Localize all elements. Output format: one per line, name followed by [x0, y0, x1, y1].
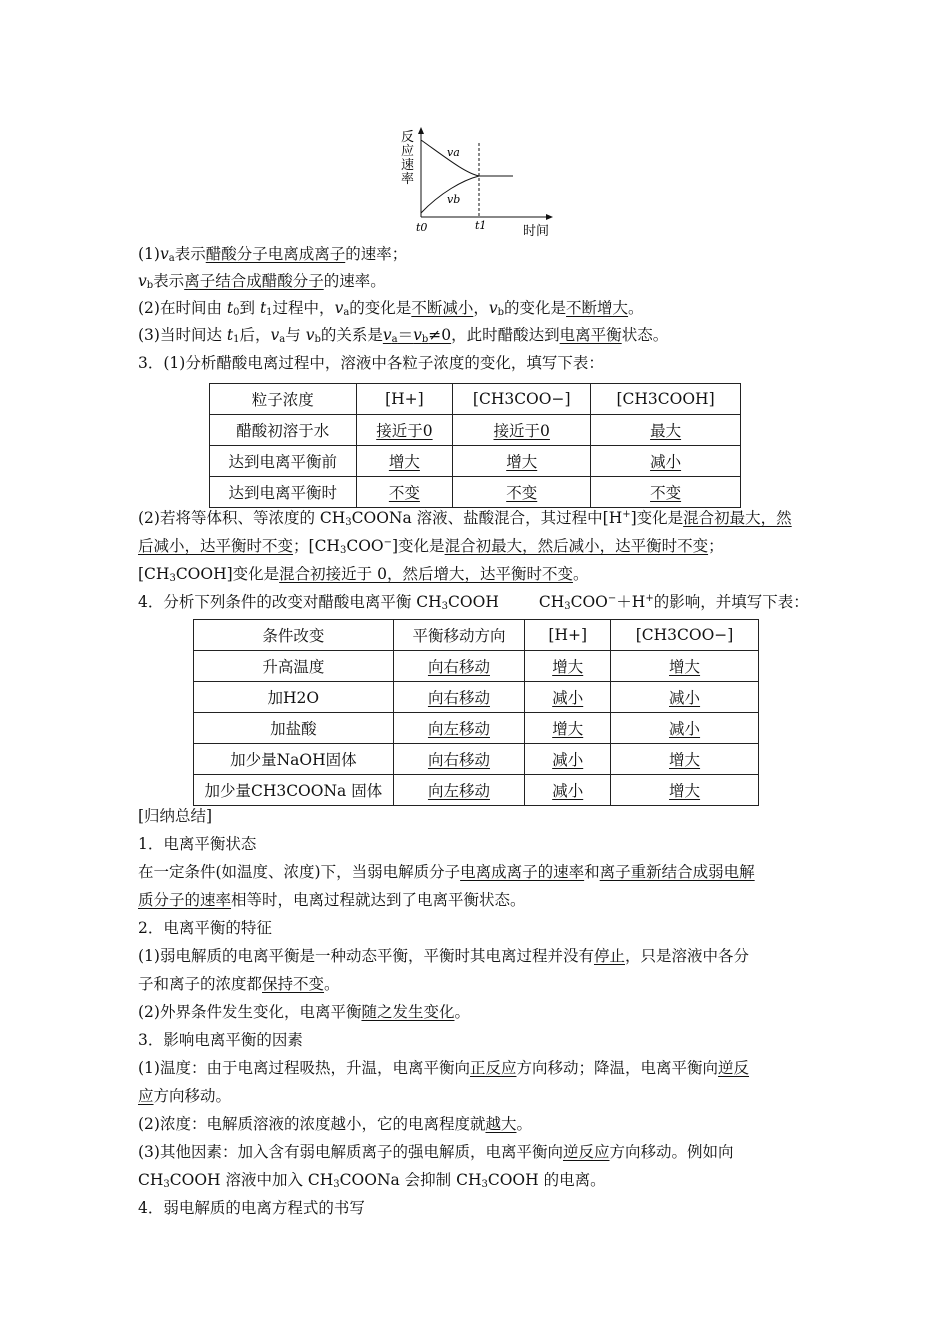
cell	[453, 477, 591, 508]
s1-line-1	[138, 861, 755, 883]
text: 方向移动；降温，电离平衡向	[516, 1059, 718, 1077]
q3-p2-line-3	[138, 563, 588, 585]
symbol: v	[382, 326, 392, 344]
s1-line-2	[138, 889, 526, 911]
cell	[393, 651, 525, 682]
text: ，此时醋酸达到	[451, 326, 560, 344]
cell-answer: 减小	[650, 453, 682, 471]
text: ]变化是	[392, 537, 445, 555]
cell-answer: 不变	[650, 484, 682, 502]
s3-line-2	[138, 1085, 231, 1107]
text: 表示	[174, 245, 206, 263]
s2-line-2	[138, 973, 340, 995]
row-label: 加H2O	[194, 682, 394, 713]
cell-answer: 向右移动	[427, 658, 490, 676]
cell	[356, 477, 453, 508]
cell-answer: 向右移动	[427, 689, 490, 707]
text: COOH 溶液中加入 CH	[169, 1171, 334, 1189]
header-cell: [CH3COO−]	[611, 620, 759, 651]
text: 状态。	[621, 326, 669, 344]
cell	[591, 415, 741, 446]
subscript: 3	[163, 1179, 170, 1190]
text: (1)	[138, 245, 160, 263]
row-label: 加少量CH3COONa 固体	[194, 775, 394, 806]
header-cell: 粒子浓度	[210, 384, 357, 415]
t1-label: t1	[475, 219, 487, 232]
answer: 混合初最大，然后减小，达平衡时不变	[444, 537, 709, 555]
answer: 后减小，达平衡时不变	[138, 537, 294, 555]
text: 的速率。	[323, 272, 386, 290]
subscript: a	[391, 334, 398, 345]
table-row	[194, 744, 759, 775]
subscript: 3	[333, 1179, 340, 1190]
cell	[525, 713, 611, 744]
q3-p2-line-2	[138, 535, 724, 557]
text: (1)弱电解质的电离平衡是一种动态平衡，平衡时其电离过程并没有	[138, 947, 594, 965]
text: COO	[346, 537, 384, 555]
subscript: a	[168, 253, 175, 264]
superscript: −	[383, 537, 392, 548]
text: (3)当时间达	[138, 326, 227, 344]
text: COO	[570, 593, 608, 611]
subscript: 3	[169, 573, 176, 584]
subscript: 0	[233, 307, 240, 318]
text: CH	[138, 1171, 164, 1189]
text: 方向移动。例如向	[609, 1143, 734, 1161]
cell-answer: 增大	[388, 453, 420, 471]
text: 表示	[153, 272, 185, 290]
text: 子和离子的浓度都	[138, 975, 263, 993]
s3-line-5	[138, 1169, 606, 1191]
symbol: v	[270, 326, 280, 344]
text: 。	[628, 299, 644, 317]
subscript: b	[314, 334, 321, 345]
text: 后，	[239, 326, 271, 344]
cell	[453, 415, 591, 446]
header-cell: [CH3COO−]	[453, 384, 591, 415]
y-label-char: 速	[401, 158, 415, 173]
cell-answer: 向右移动	[427, 751, 490, 769]
equilibrium-shift-table	[193, 619, 759, 806]
answer: 离子重新结合成弱电解	[599, 863, 755, 881]
superscript: −	[607, 593, 617, 604]
rate-time-chart	[395, 125, 560, 240]
cell-answer: 接近于0	[493, 422, 550, 440]
p1-line-3	[138, 297, 644, 319]
text: 相等时，电离过程就达到了电离平衡状态。	[231, 891, 526, 909]
subscript: b	[497, 307, 505, 318]
text: COOH]变化是	[175, 565, 280, 583]
cell	[525, 744, 611, 775]
text: ≠0	[428, 326, 452, 344]
cell	[591, 477, 741, 508]
table-row	[210, 477, 741, 508]
s3-line-4	[138, 1141, 734, 1163]
section-4-title: 4．弱电解质的电离方程式的书写	[138, 1199, 365, 1217]
table-row	[210, 446, 741, 477]
answer: 电离成离子的速率	[460, 863, 585, 881]
header-cell: [H+]	[356, 384, 453, 415]
y-label-char: 率	[401, 172, 415, 187]
superscript: +	[622, 509, 631, 520]
answer: 离子结合成醋酸分子	[184, 272, 324, 290]
text: 和	[584, 863, 600, 881]
cell-answer: 增大	[669, 782, 701, 800]
answer: 正反应	[469, 1059, 517, 1077]
table-row	[210, 415, 741, 446]
cell-answer: 减小	[552, 782, 584, 800]
text: 。	[516, 1115, 532, 1133]
answer: 停止	[593, 947, 625, 965]
symbol: v	[413, 326, 422, 344]
cell	[611, 775, 759, 806]
cell	[611, 682, 759, 713]
cell-answer: 减小	[552, 689, 584, 707]
symbol: v	[334, 299, 344, 317]
cell	[393, 682, 525, 713]
text: (1)温度：由于电离过程吸热，升温，电离平衡向	[138, 1059, 470, 1077]
cell	[611, 744, 759, 775]
row-label: 加少量NaOH固体	[194, 744, 394, 775]
p1-line-4	[138, 324, 668, 346]
cell-answer: 增大	[506, 453, 538, 471]
text: 。	[572, 565, 589, 583]
cell-answer: 减小	[552, 751, 584, 769]
text: 4．分析下列条件的改变对醋酸电离平衡 CH	[138, 593, 442, 611]
text: 在一定条件(如温度、浓度)下，当弱电解质分子	[138, 863, 461, 881]
section-1-title: 1．电离平衡状态	[138, 835, 257, 853]
text: (2)在时间由	[138, 299, 227, 317]
cell-answer: 接近于0	[376, 422, 433, 440]
text: 过程中，	[272, 299, 335, 317]
symbol: t	[226, 326, 234, 344]
header-cell: [H+]	[525, 620, 611, 651]
cell	[525, 651, 611, 682]
text: 的变化是	[504, 299, 567, 317]
t0-label: t0	[416, 221, 428, 234]
cell	[591, 446, 741, 477]
row-label: 达到电离平衡前	[210, 446, 357, 477]
text: (2)外界条件发生变化，电离平衡	[138, 1003, 362, 1021]
answer: 应	[138, 1087, 154, 1105]
answer: 醋酸分子电离成离子	[205, 245, 346, 263]
text: ＋H	[616, 593, 646, 611]
cell	[356, 446, 453, 477]
answer	[383, 326, 451, 344]
cell	[393, 744, 525, 775]
cell-answer: 向左移动	[427, 782, 490, 800]
cell-answer: 向左移动	[427, 720, 490, 738]
cell-answer: 最大	[650, 422, 682, 440]
subscript: 3	[564, 601, 571, 612]
y-label-char: 应	[401, 144, 415, 159]
cell	[393, 775, 525, 806]
p1-line-2	[138, 270, 386, 292]
x-axis-label: 时间	[523, 224, 550, 239]
text: 的影响，并填写下表：	[653, 593, 809, 611]
row-label: 醋酸初溶于水	[210, 415, 357, 446]
text: ＝	[397, 326, 414, 344]
text: COOH	[448, 593, 499, 611]
text: 到	[239, 299, 260, 317]
text: 的变化是	[349, 299, 412, 317]
summary-heading: [归纳总结]	[138, 807, 213, 825]
cell-answer: 减小	[669, 720, 701, 738]
va-label: va	[447, 146, 460, 159]
text: COONa 会抑制 CH	[339, 1171, 482, 1189]
answer: 电离平衡	[559, 326, 622, 344]
symbol: v	[305, 326, 315, 344]
text: ，只是溶液中各分	[624, 947, 749, 965]
q4-intro	[138, 591, 809, 613]
cell	[611, 651, 759, 682]
cell-answer: 减小	[669, 689, 701, 707]
table-row	[194, 713, 759, 744]
cell-answer: 不变	[506, 484, 538, 502]
row-label: 达到电离平衡时	[210, 477, 357, 508]
text: (3)其他因素：加入含有弱电解质离子的强电解质，电离平衡向	[138, 1143, 563, 1161]
answer: 越大	[485, 1115, 517, 1133]
answer: 逆反应	[562, 1143, 610, 1161]
header-cell: 平衡移动方向	[393, 620, 525, 651]
va-curve	[421, 140, 513, 176]
text: 的关系是	[320, 326, 383, 344]
text: ；[CH	[293, 537, 340, 555]
subscript: a	[343, 307, 350, 318]
row-label: 升高温度	[194, 651, 394, 682]
p1-line-1	[138, 243, 407, 265]
table-row	[194, 775, 759, 806]
text: (2)浓度：电解质溶液的浓度越小，它的电离程度就	[138, 1115, 486, 1133]
cell-answer: 增大	[669, 751, 701, 769]
symbol: t	[259, 299, 267, 317]
answer: 不断减小	[411, 299, 474, 317]
answer: 随之发生变化	[361, 1003, 455, 1021]
subscript: 3	[441, 601, 449, 612]
text: ；	[708, 537, 724, 555]
s3-line-1	[138, 1057, 749, 1079]
cell	[611, 713, 759, 744]
q3-intro: 3．(1)分析醋酸电离过程中，溶液中各粒子浓度的变化，填写下表：	[138, 354, 604, 372]
y-label-char: 反	[401, 130, 415, 145]
text: 。	[324, 975, 340, 993]
cell-answer: 增大	[552, 658, 584, 676]
subscript: 1	[233, 334, 240, 345]
cell	[525, 682, 611, 713]
s2-line-3	[138, 1001, 470, 1023]
text: (2)若将等体积、等浓度的 CH	[138, 509, 346, 527]
subscript: 3	[339, 545, 347, 556]
text: COONa 溶液、盐酸混合，其过程中[H	[351, 509, 623, 527]
s2-line-1	[138, 945, 749, 967]
text: [CH	[138, 565, 170, 583]
table-row	[194, 682, 759, 713]
subscript: a	[279, 334, 286, 345]
cell	[393, 713, 525, 744]
text: ]变化是	[630, 509, 684, 527]
cell	[453, 446, 591, 477]
answer: 逆反	[718, 1059, 750, 1077]
vb-label: vb	[447, 193, 461, 206]
text: 。	[454, 1003, 470, 1021]
answer: 混合初接近于 0，然后增大，达平衡时不变	[279, 565, 573, 583]
section-3-title: 3．影响电离平衡的因素	[138, 1031, 303, 1049]
answer: 不断增大	[566, 299, 629, 317]
text: 与	[285, 326, 306, 344]
table-header-row	[210, 384, 741, 415]
row-label: 加盐酸	[194, 713, 394, 744]
text: CH	[538, 593, 565, 611]
s3-line-3	[138, 1113, 532, 1135]
subscript: 3	[481, 1179, 488, 1190]
subscript: b	[421, 334, 429, 345]
symbol: t	[226, 299, 234, 317]
subscript: b	[146, 280, 154, 291]
header-cell: [CH3COOH]	[591, 384, 741, 415]
text: 的速率；	[345, 245, 408, 263]
cell-answer: 增大	[669, 658, 701, 676]
symbol: v	[138, 272, 147, 290]
q3-p2-line-1	[138, 507, 792, 529]
cell-answer: 不变	[388, 484, 420, 502]
x-axis-arrow	[546, 214, 553, 220]
y-axis-arrow	[418, 127, 424, 134]
text: 方向移动。	[153, 1087, 232, 1105]
symbol: v	[159, 245, 169, 263]
table-row	[194, 651, 759, 682]
header-cell: 条件改变	[194, 620, 394, 651]
answer: 质分子的速率	[138, 891, 232, 909]
text: ，	[473, 299, 489, 317]
cell	[525, 775, 611, 806]
concentration-table	[209, 383, 741, 508]
section-2-title: 2．电离平衡的特征	[138, 919, 272, 937]
cell-answer: 增大	[552, 720, 584, 738]
answer: 保持不变	[262, 975, 325, 993]
superscript: +	[645, 593, 654, 604]
text: COOH 的电离。	[487, 1171, 606, 1189]
cell	[356, 415, 453, 446]
subscript: 3	[345, 517, 352, 528]
symbol: v	[488, 299, 498, 317]
subscript: 1	[266, 307, 273, 318]
answer: 混合初最大，然	[683, 509, 792, 527]
table-header-row	[194, 620, 759, 651]
